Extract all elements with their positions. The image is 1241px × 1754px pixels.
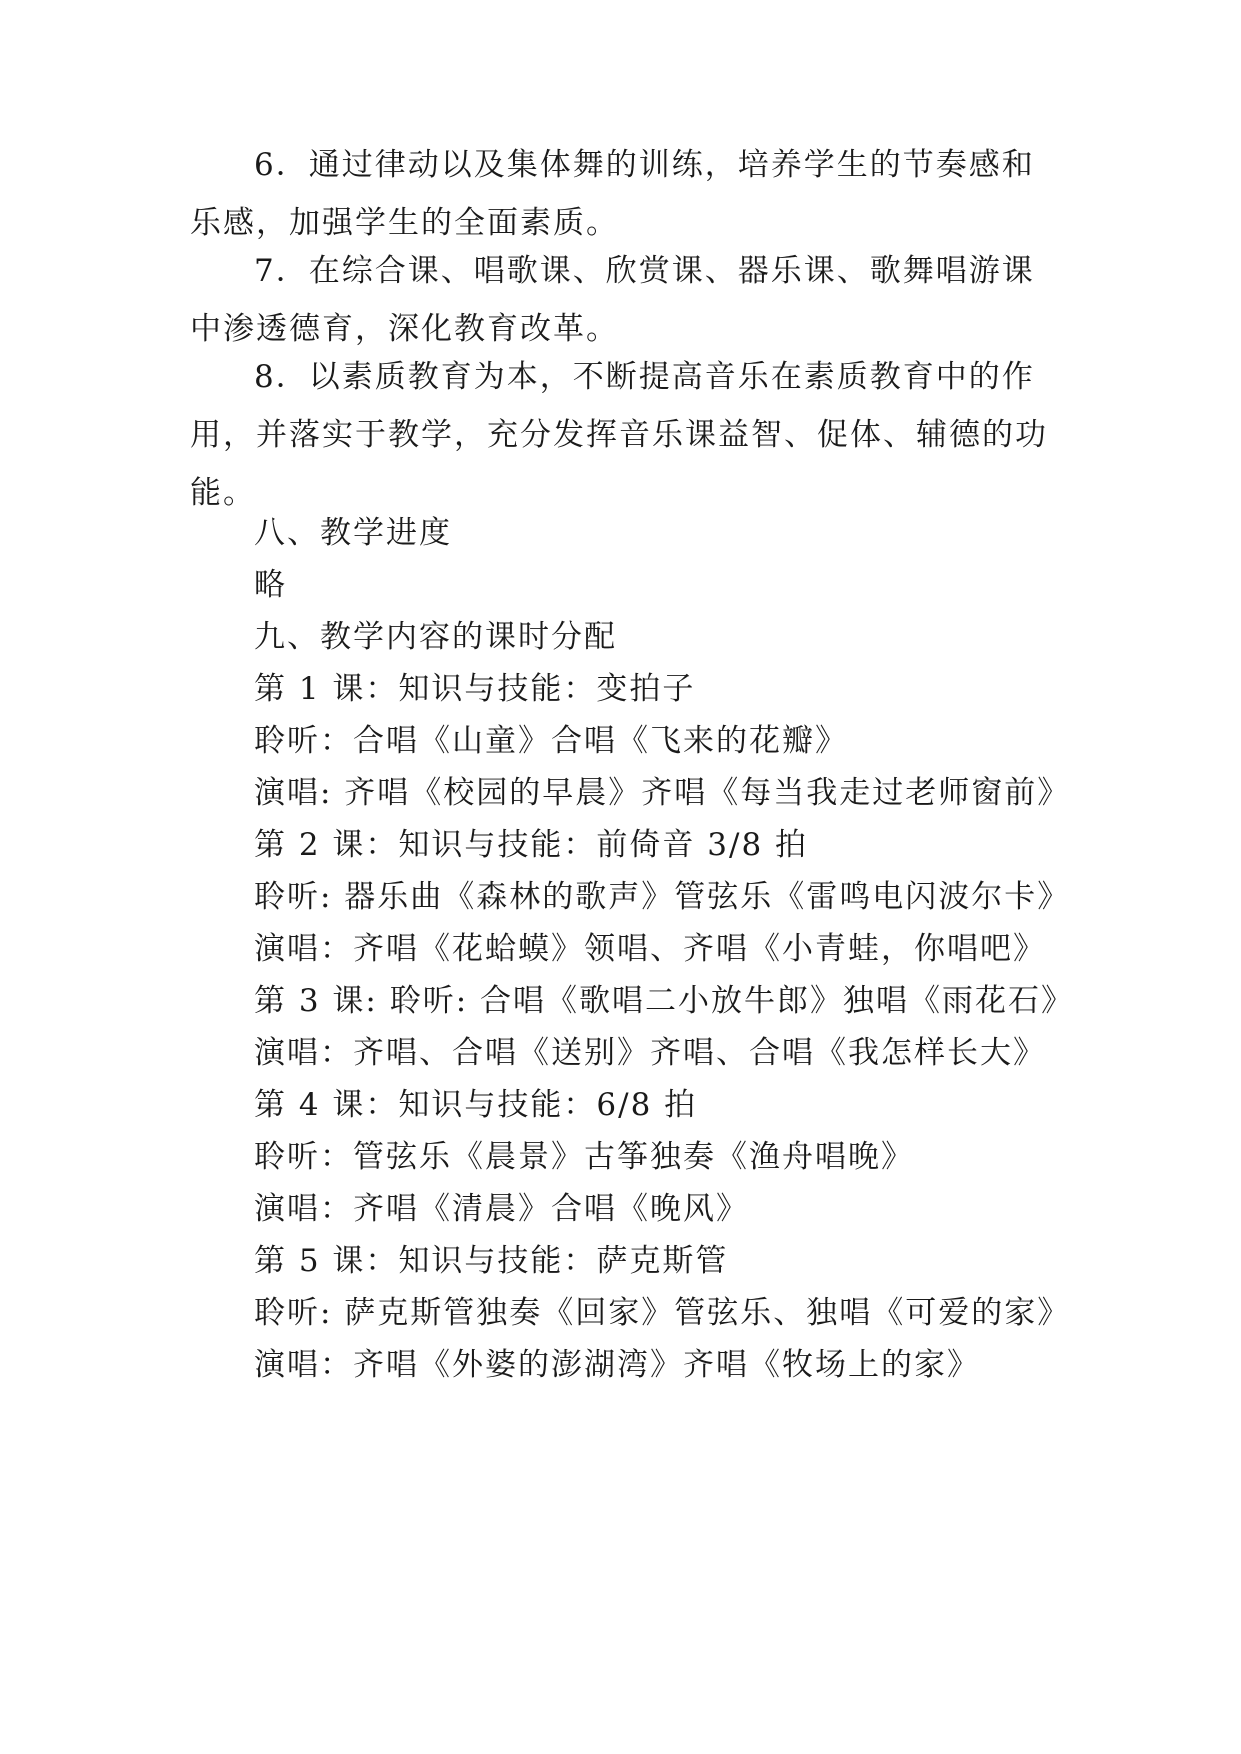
section-heading-teaching-progress: 八、教学进度 (254, 515, 452, 551)
text-line: 略 (254, 567, 287, 603)
lesson-line: 聆听: 萨克斯管独奏《回家》管弦乐、独唱《可爱的家》 (254, 1295, 1071, 1331)
lesson-line: 演唱：齐唱、合唱《送别》齐唱、合唱《我怎样长大》 (254, 1035, 1046, 1071)
lesson-line: 演唱：齐唱《清晨》合唱《晚风》 (254, 1191, 749, 1227)
paragraph-item-8: 8．以素质教育为本，不断提高音乐在素质教育中的作用，并落实于教学，充分发挥音乐课益智、促体、辅德的功能。 (190, 359, 1048, 511)
lesson-line: 聆听: 器乐曲《森林的歌声》管弦乐《雷鸣电闪波尔卡》 (254, 879, 1071, 915)
lesson-line: 第 5 课：知识与技能：萨克斯管 (254, 1243, 729, 1279)
lesson-line: 第 3 课: 聆听: 合唱《歌唱二小放牛郎》独唱《雨花石》 (254, 983, 1075, 1019)
lesson-line: 演唱：齐唱《外婆的澎湖湾》齐唱《牧场上的家》 (254, 1347, 980, 1383)
section-heading-lesson-allocation: 九、教学内容的课时分配 (254, 619, 617, 655)
paragraph-item-6: 6．通过律动以及集体舞的训练，培养学生的节奏感和乐感，加强学生的全面素质。 (190, 147, 1035, 241)
lesson-line: 演唱: 齐唱《校园的早晨》齐唱《每当我走过老师窗前》 (254, 775, 1071, 811)
lesson-line: 聆听：合唱《山童》合唱《飞来的花瓣》 (254, 723, 848, 759)
lesson-line: 第 1 课：知识与技能：变拍子 (254, 671, 696, 707)
lesson-line: 第 4 课：知识与技能：6/8 拍 (254, 1087, 698, 1123)
lesson-line: 第 2 课：知识与技能：前倚音 3/8 拍 (254, 827, 809, 863)
lesson-line: 聆听：管弦乐《晨景》古筝独奏《渔舟唱晚》 (254, 1139, 914, 1175)
lesson-line: 演唱：齐唱《花蛤蟆》领唱、齐唱《小青蛙，你唱吧》 (254, 931, 1046, 967)
paragraph-item-7: 7．在综合课、唱歌课、欣赏课、器乐课、歌舞唱游课中渗透德育，深化教育改革。 (190, 253, 1035, 347)
